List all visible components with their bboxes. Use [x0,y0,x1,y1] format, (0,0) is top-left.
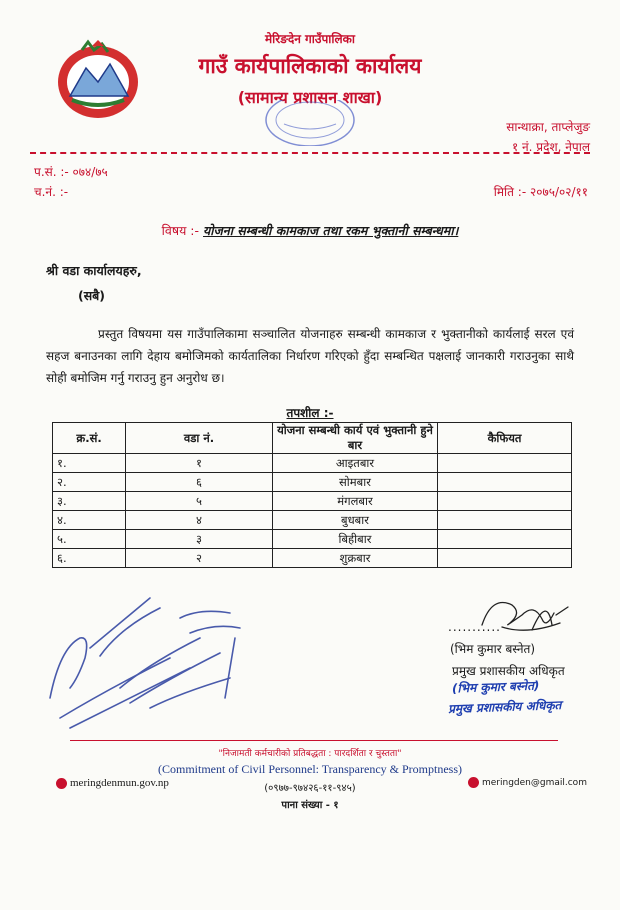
email-link[interactable] [468,777,587,788]
cell-day: आइतबार [272,454,437,473]
subject-label: विषय :- [161,223,200,238]
cell-ward: १ [126,454,273,473]
address-line-2: १ नं. प्रदेश, नेपाल [511,140,590,154]
office-name: गाउँ कार्यपालिकाको कार्यालय [198,54,422,78]
header-day: योजना सम्बन्धी कार्य एवं भुक्तानी हुने बार [272,423,437,454]
subject-line [0,222,620,239]
nepal-emblem-icon [52,38,144,122]
cell-day: मंगलबार [272,492,437,511]
cell-ward: २ [126,549,273,568]
officer-name: (भिम कुमार बस्नेत) [450,642,536,656]
cell-remarks [438,549,572,568]
handwritten-received-note-icon [30,578,260,738]
page-number: पाना संख्या - १ [281,800,339,811]
addressee: श्री वडा कार्यालयहरु, [46,263,142,278]
municipality-name: मेरिङदेन गाउँपालिका [265,32,355,46]
addressee-all: (सबै) [78,288,106,303]
cell-remarks [438,473,572,492]
signature-dots: ........... [448,620,501,634]
footer-motto-nepali: "निजामती कर्मचारीको प्रतिबद्धता : पारदर्शिता र चुस्तता" [218,749,402,759]
table-header-row [53,423,572,454]
cell-ward: ६ [126,473,273,492]
header-divider [30,152,590,154]
address-line-1: सान्थाक्रा, ताप्लेजुङ [506,120,590,134]
cell-remarks [438,530,572,549]
schedule-table [52,422,572,568]
table-row [53,530,572,549]
cell-day: बिहीबार [272,530,437,549]
reference-number: प.सं. :- ०७४/७५ [34,165,108,179]
letter-date: मिति :- २०७५/०२/११ [493,185,588,199]
cell-day: शुक्रबार [272,549,437,568]
footer-motto-english: (Commitment of Civil Personnel: Transparency & Promptness) [158,762,462,776]
cell-ward: ४ [126,511,273,530]
dispatch-number: च.नं. :- [34,185,69,199]
table-row [53,511,572,530]
email-text: meringden@gmail.com [482,778,587,788]
mail-icon [468,777,479,788]
header-serial: क्र.सं. [53,423,126,454]
cell-remarks [438,492,572,511]
cell-serial: ५. [53,530,126,549]
cell-day: बुधबार [272,511,437,530]
cell-serial: ४. [53,511,126,530]
branch-name: (सामान्य प्रशासन शाखा) [237,88,383,107]
seal-title: प्रमुख प्रशासकीय अधिकृत [447,698,562,716]
cell-day: सोमबार [272,473,437,492]
table-row [53,473,572,492]
table-row [53,549,572,568]
header-ward: वडा नं. [126,423,273,454]
website-text: meringdenmun.gov.np [70,777,169,789]
header-remarks: कैफियत [438,423,572,454]
cell-serial: १. [53,454,126,473]
subject-text: योजना सम्बन्धी कामकाज तथा रकम भुक्तानी सम्बन्धमा। [203,223,459,238]
cell-remarks [438,511,572,530]
cell-serial: ३. [53,492,126,511]
phone-number: (०९७७-९७४२६-११-९४५) [264,783,356,794]
cell-ward: ५ [126,492,273,511]
table-title: तपशील :- [286,406,334,420]
office-stamp-icon [262,100,358,146]
cell-serial: ६. [53,549,126,568]
footer-divider [70,740,558,741]
cell-serial: २. [53,473,126,492]
seal-name: (भिम कुमार बस्नेत) [451,678,540,696]
body-paragraph: प्रस्तुत विषयमा यस गाउँपालिकामा सञ्चालित योजनाहरु सम्बन्धी कामकाज र भुक्तानीको कार्यलाई सरल एवं सहज बनाउनका लागि देहाय बमोजिमको कार्यतालिका निर्धारण गरिएको हुँदा सम्बन्धित पक्षलाई जानकारी गराउनुका साथै सोही बमोजिम गर्नु गराउनु हुन अनुरोध छ। [46,327,574,385]
officer-title: प्रमुख प्रशासकीय अधिकृत [452,664,565,678]
table-row [53,454,572,473]
table-row [53,492,572,511]
cell-remarks [438,454,572,473]
cell-ward: ३ [126,530,273,549]
